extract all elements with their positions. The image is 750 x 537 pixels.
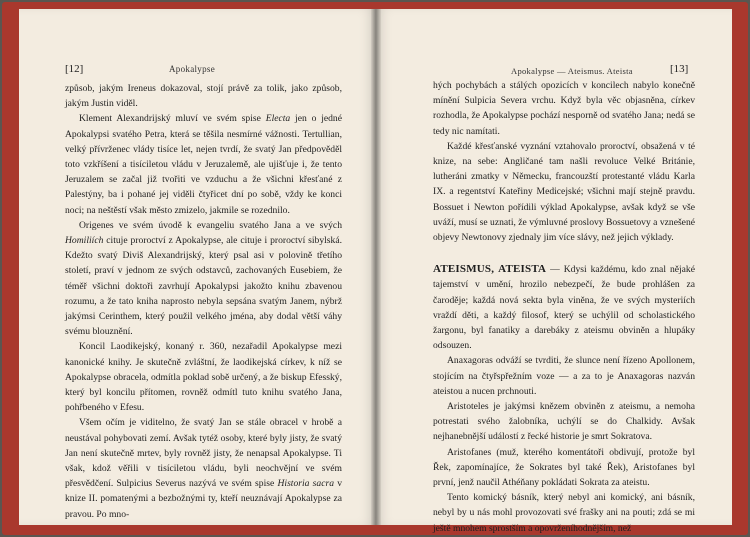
paragraph-text: jen o jedné Apokalypsi svatého Petra, která se těšila nesmírné vážnosti. Tertullian, velký přívrženec vlády tisíce let, nejen tvrdí, že svatý Jan předpověděl toto vzkříšení a tisíciletou vládu v Jeruzalemě, ale ujišťuje i, že tento Jeruzalem se začal již tvořiti ve vzduchu a že všichni křesťané z Palestýny, ba i pohané jej viděli čtyřicet dní po sobě, vždy ke konci noci; na neštěstí však město zmizelo, jakmile se rozednilo.: [65, 113, 342, 216]
paragraph: [65, 81, 342, 111]
entry-paragraph: [433, 262, 695, 353]
paragraph: [433, 399, 695, 445]
paragraph-text: způsob, jakým Ireneus dokazoval, stojí právě za tolik, jako způsob, jakým Justin viděl.: [65, 83, 342, 110]
paragraph-text: Koncil Laodikejský, konaný r. 360, nezařadil Apokalypse mezi kanonické knihy. Je skutečně zvláštní, že laodikejská církev, k níž se Apokalypse obracela, odmítla poklad sobě určený, a že biskup Efesský, který byl koncilu přítomen, rovněž odmítl tuto knihu svatého Jana, pohřbeného v Efesu.: [65, 341, 342, 414]
book-gutter: [371, 9, 381, 525]
running-head: Apokalypse — Ateismus. Ateista: [511, 66, 633, 76]
paragraph-text: hých pochybách a stálých opozicích v koncilech nabylo konečně mínění Sulpicia Severa vrchu. Když byla věc objasněna, církev rozhodla, že Apokalypse pochází nesporně od svatého Jana; nedá se tedy nic namítati.: [433, 80, 695, 137]
italic-title: Homiliích: [65, 235, 104, 247]
paragraph: [433, 139, 695, 245]
paragraph-text: Každé křesťanské vyznání vztahovalo proroctví, obsažená v té knize, na sebe: Angličané tam našli revoluce Velké Británie, lutheráni zmatky v Německu, francouzští protestanté vládu Karla IX. a regentství Kateřiny Medicejské; všichni mají stejně pravdu. Bossuet i Newton pořídili výklad Apokalypse, avšak když se vše uváží, musí se uznati, že výmluvné proslovy Bossuetovy a vznešené objevy Newtonovy zjednaly jim více slávy, než jejich výklady.: [433, 140, 695, 244]
page-body: [65, 81, 342, 522]
right-page: [376, 9, 732, 534]
paragraph-text: Anaxagoras odváží se tvrditi, že slunce není řízeno Apollonem, stojícím na čtyřspřežním voze — a za to je Anaxagoras nazván ateistou a nucen prchnouti.: [433, 355, 695, 397]
paragraph: [65, 415, 342, 521]
italic-title: Electa: [265, 113, 291, 125]
running-head: Apokalypse: [169, 64, 215, 74]
paragraph-text: — Kdysi každému, kdo znal nějaké tajemství v umění, hrozilo nebezpečí, že bude prohlášen za čaroděje; každá nová sekta byla viněna, že ve svých mysteriích vraždí děti, a každý filosof, který se uchýlil od scholastického žargonu, byl fanatiky a darebáky z ateismu obviněn a hlupáky odsouzen.: [433, 264, 695, 352]
italic-title: Historia sacra: [277, 478, 334, 490]
paragraph-text: Klement Alexandrijský mluví ve svém spise: [79, 113, 266, 125]
paragraph-text: Aristoteles je jakýmsi knězem obviněn z ateismu, a nemoha potrestati svého žalobníka, uchýlí se do Chalkidy. Avšak nejhanebnější událostí z řecké historie je smrt Sokratova.: [433, 401, 695, 443]
entry-heading: ATEISMUS, ATEISTA: [433, 263, 547, 276]
paragraph-text: cituje proroctví z Apokalypse, ale cituje i proroctví sibylská. Kdežto svatý Diviš Alexandrijský, který psal asi v polovině třetího století, praví v jednom ze svých odstavců, zachovaných Eusebiem, že téměř všichni doktoři zavrhují Apokalypsi jakožto knihu zbavenou rozumu, a že tato kniha naprosto nebyla sepsána svatým Janem, nýbrž jakýmsi Cerinthem, který použil velkého jména, aby dodal větší váhy svému blouznění.: [65, 235, 342, 338]
paragraph-text: v knize II. pomatenými a bezbožnými ty, kteří neuznávají Apokalypse za pravou. Po mno-: [65, 478, 343, 520]
paragraph: [433, 78, 695, 139]
paragraph-text: Tento komický básník, který nebyl ani komický, ani básník, nebyl by u nás mohl provozovati své frašky ani na pouti; zdá se mi ještě mnohem sprostším a opovrženíhodnějším, než: [433, 492, 695, 534]
left-page: [19, 9, 376, 525]
paragraph: [65, 111, 342, 217]
page-body: [433, 78, 695, 536]
paragraph-text: Origenes ve svém úvodě k evangeliu svatého Jana a ve svých: [79, 219, 342, 231]
paragraph: [433, 353, 695, 399]
paragraph-text: Aristofanes (muž, kterého komentátoři obdivují, protože byl Řek, zapomínajíce, že Sokrates byl také Řek), Aristofanes byl první, jenž naučil Athéňany pokládati Sokrata za ateistu.: [433, 446, 695, 489]
page-number: [13]: [670, 63, 689, 75]
paragraph: [433, 445, 695, 491]
paragraph: [65, 218, 342, 340]
page-number: [12]: [65, 63, 84, 75]
paragraph: [433, 490, 695, 536]
paragraph-text: Všem očím je viditelno, že svatý Jan se stále obracel v hrobě a neustával pohybovati zemí. Avšak tytéž osoby, které byly jisty, že svatý Jan není skutečně mrtev, byly rovněž jisty, že nenapsal Apokalypse. Ti však, kdož věřili v tisíciletou vládu, byli neochvějní ve svém přesvědčení. Sulpicius Severus nazývá ve svém spise: [65, 417, 342, 490]
paragraph: [65, 339, 342, 415]
